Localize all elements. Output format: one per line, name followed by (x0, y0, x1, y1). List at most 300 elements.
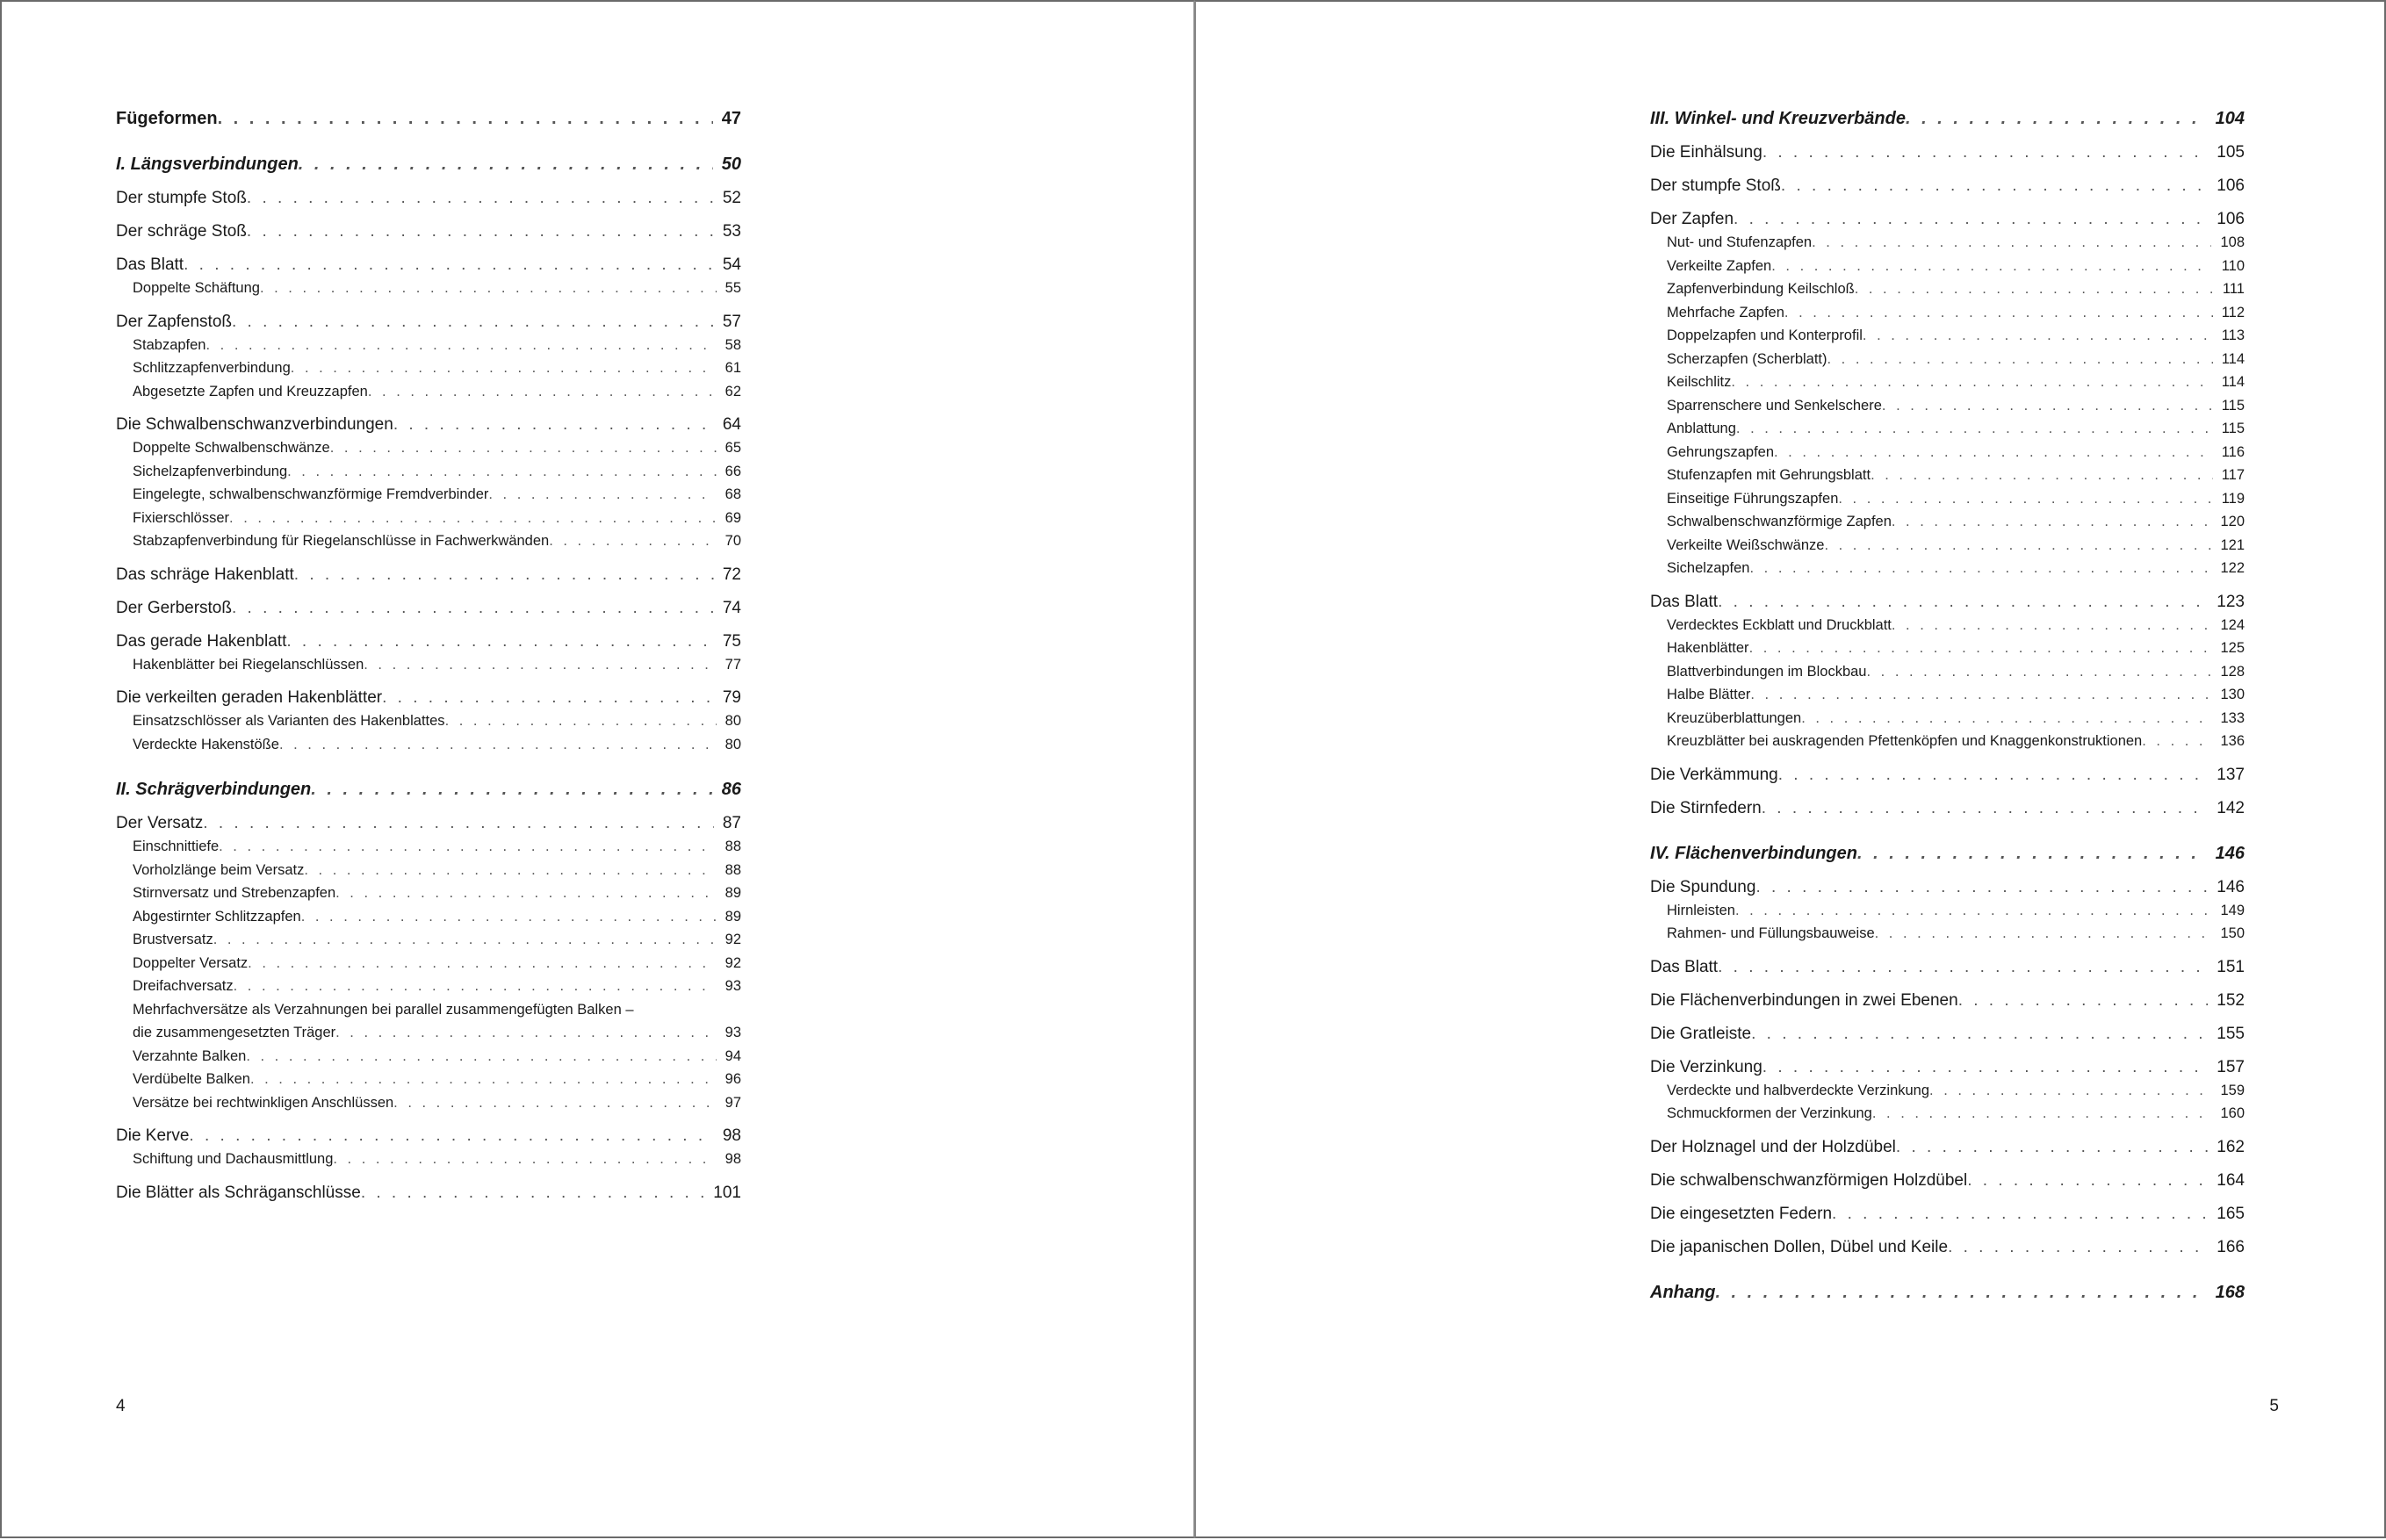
toc-entry (1650, 841, 2245, 866)
toc-entry (116, 1045, 741, 1069)
toc-entry-title: Versätze bei rechtwinkligen Anschlüssen (133, 1094, 394, 1111)
toc-entry-page: 152 (2217, 990, 2245, 1010)
toc-entry-page: 128 (2220, 663, 2245, 680)
dot-leader (1871, 464, 2213, 487)
toc-entry-page: 74 (722, 598, 741, 617)
toc-entry-title: Die verkeilten geraden Hakenblätter (116, 688, 383, 707)
toc-entry-page: 155 (2217, 1024, 2245, 1043)
toc-entry (116, 777, 741, 802)
toc-entry-title: Die Kerve (116, 1126, 190, 1145)
toc-entry-title: Kreuzüberblattungen (1667, 709, 1802, 726)
toc-entry (1650, 277, 2245, 301)
toc-entry-title: III. Winkel- und Kreuzverbände (1650, 109, 1906, 128)
toc-entry-title: Hirnleisten (1667, 902, 1735, 918)
toc-entry-page: 146 (2215, 843, 2245, 863)
dot-leader (213, 928, 717, 952)
dot-leader (184, 254, 714, 277)
dot-leader (549, 529, 716, 553)
toc-entry (1650, 231, 2245, 255)
dot-leader (1781, 175, 2208, 198)
dot-leader (1948, 1236, 2208, 1259)
toc-entry-title: Die Blätter als Schräganschlüsse (116, 1183, 361, 1202)
dot-leader (1906, 106, 2207, 131)
toc-entry (116, 1148, 741, 1171)
toc-entry-page: 133 (2220, 709, 2245, 726)
toc-entry-page: 157 (2217, 1057, 2245, 1076)
toc-entry-page: 96 (724, 1071, 741, 1087)
dot-leader (1824, 534, 2211, 558)
toc-entry (1650, 764, 2245, 787)
dot-leader (361, 1182, 704, 1205)
toc-entry (1650, 175, 2245, 198)
toc-entry-page: 57 (722, 312, 741, 331)
dot-leader (234, 975, 717, 998)
dot-leader (248, 952, 716, 975)
page-number-left: 4 (116, 1397, 126, 1415)
toc-entry-title: Einseitige Führungszapfen (1667, 490, 1839, 507)
table-of-contents-left (116, 106, 741, 1205)
dot-leader (1967, 1169, 2208, 1192)
toc-entry (1650, 707, 2245, 730)
dot-leader (1771, 255, 2212, 278)
dot-leader (1715, 1280, 2206, 1305)
toc-entry-page: 80 (724, 736, 741, 752)
toc-entry-page: 119 (2221, 490, 2245, 507)
toc-entry (1650, 956, 2245, 979)
toc-entry-page: 89 (724, 885, 741, 901)
toc-entry-page: 54 (722, 255, 741, 274)
toc-entry (116, 1125, 741, 1148)
toc-entry (116, 709, 741, 733)
toc-entry-title: Der stumpfe Stoß (1650, 176, 1781, 195)
toc-entry (1650, 922, 2245, 946)
dot-leader (333, 1148, 716, 1171)
toc-entry-page: 66 (724, 463, 741, 479)
toc-entry-page: 50 (721, 155, 741, 174)
toc-entry (116, 356, 741, 380)
toc-entry (1650, 1203, 2245, 1226)
dot-leader (1731, 371, 2212, 394)
toc-entry-title: Der Gerberstoß (116, 598, 232, 617)
toc-entry-title: Die Stirnfedern (1650, 798, 1762, 817)
dot-leader (250, 1068, 717, 1091)
toc-entry-title: Das gerade Hakenblatt (116, 631, 287, 651)
dot-leader (2142, 730, 2211, 753)
toc-entry (1650, 441, 2245, 464)
toc-entry-title: II. Schrägverbindungen (116, 780, 312, 799)
toc-entry (116, 507, 741, 530)
toc-entry-page: 65 (724, 440, 741, 456)
toc-entry-page: 104 (2215, 109, 2245, 128)
toc-entry-page: 58 (724, 336, 741, 353)
dot-leader (382, 687, 714, 709)
toc-entry (1650, 797, 2245, 820)
toc-entry (116, 975, 741, 998)
toc-entry-title: Die Flächenverbindungen in zwei Ebenen (1650, 990, 1958, 1010)
toc-entry-page: 117 (2221, 467, 2245, 483)
toc-entry-page: 123 (2217, 592, 2245, 611)
toc-entry-page: 64 (722, 415, 741, 434)
toc-entry (116, 380, 741, 404)
toc-entry (1650, 534, 2245, 558)
dot-leader (311, 777, 712, 802)
dot-leader (1855, 277, 2214, 301)
toc-entry (1650, 464, 2245, 487)
toc-entry-title: Der Zapfenstoß (116, 312, 232, 331)
toc-entry-page: 125 (2220, 640, 2245, 656)
dot-leader (1838, 487, 2212, 511)
dot-leader (218, 106, 713, 131)
toc-entry-page: 111 (2222, 281, 2245, 297)
toc-entry-page: 122 (2220, 560, 2245, 576)
dot-leader (1801, 707, 2211, 730)
toc-entry-title: Die Verkämmung (1650, 765, 1778, 784)
toc-entry (1650, 1102, 2245, 1126)
dot-leader (1755, 876, 2208, 899)
page-number-right: 5 (2269, 1397, 2279, 1415)
toc-entry-title: Doppelte Schwalbenschwänze (133, 440, 330, 456)
toc-entry-title: Abgestirnter Schlitzzapfen (133, 908, 301, 925)
toc-entry-page: 146 (2217, 877, 2245, 896)
toc-entry-title: Vorholzlänge beim Versatz (133, 861, 305, 878)
toc-entry-page: 70 (724, 533, 741, 549)
toc-entry (116, 998, 741, 1022)
toc-entry-title: Abgesetzte Zapfen und Kreuzzapfen (133, 383, 368, 399)
toc-entry-page: 98 (722, 1126, 741, 1145)
toc-entry (1650, 1280, 2245, 1305)
right-page (1194, 0, 2386, 1538)
toc-entry (116, 529, 741, 553)
toc-entry-title: Kreuzblätter bei auskragenden Pfettenköpfen und Knaggenkonstruktionen (1667, 733, 2143, 749)
toc-entry-page: 113 (2221, 327, 2245, 343)
toc-entry (1650, 417, 2245, 441)
toc-entry-title: Doppelzapfen und Konterprofil (1667, 327, 1863, 343)
dot-leader (1882, 394, 2213, 418)
toc-entry-title: Verkeilte Zapfen (1667, 257, 1772, 274)
toc-entry-page: 108 (2220, 234, 2245, 250)
dot-leader (393, 414, 714, 436)
toc-entry-page: 168 (2215, 1282, 2245, 1302)
toc-entry (1650, 1236, 2245, 1259)
toc-entry-page: 98 (724, 1151, 741, 1167)
toc-entry-title: Doppelte Schäftung (133, 280, 260, 296)
toc-entry-title: Stufenzapfen mit Gehrungsblatt (1667, 467, 1871, 483)
dot-leader (229, 507, 717, 530)
dot-leader (279, 733, 717, 757)
dot-leader (1718, 591, 2208, 614)
toc-entry (1650, 683, 2245, 707)
toc-entry-title: Hakenblätter (1667, 640, 1749, 656)
toc-entry (116, 928, 741, 952)
toc-entry (1650, 730, 2245, 753)
toc-entry-title: Gehrungszapfen (1667, 443, 1775, 460)
toc-entry-title: Der Zapfen (1650, 210, 1734, 228)
toc-entry (1650, 876, 2245, 899)
toc-entry (1650, 614, 2245, 637)
toc-entry-page: 114 (2221, 350, 2245, 367)
toc-entry (116, 334, 741, 357)
dot-leader (1929, 1079, 2211, 1103)
dot-leader (1875, 922, 2212, 946)
toc-entry-page: 137 (2217, 765, 2245, 784)
dot-leader (1736, 417, 2213, 441)
toc-entry (116, 630, 741, 653)
dot-leader (232, 311, 714, 334)
toc-entry-title: Die schwalbenschwanzförmigen Holzdübel (1650, 1170, 1968, 1190)
toc-entry-page: 75 (722, 631, 741, 651)
dot-leader (304, 859, 716, 882)
toc-entry-title: Nut- und Stufenzapfen (1667, 234, 1813, 250)
toc-entry (116, 220, 741, 243)
toc-entry-title: Der stumpfe Stoß (116, 189, 247, 207)
dot-leader (1762, 1056, 2209, 1079)
toc-entry-page: 159 (2220, 1082, 2245, 1098)
toc-entry (1650, 348, 2245, 371)
dot-leader (1872, 1102, 2212, 1126)
toc-entry-page: 120 (2220, 514, 2245, 529)
toc-entry-page: 162 (2217, 1137, 2245, 1156)
dot-leader (299, 152, 713, 176)
dot-leader (1751, 1023, 2208, 1046)
toc-entry-page: 87 (722, 814, 741, 832)
toc-entry (116, 859, 741, 882)
dot-leader (232, 597, 714, 620)
toc-entry-title: I. Längsverbindungen (116, 155, 299, 174)
toc-entry (116, 905, 741, 929)
dot-leader (1762, 141, 2208, 164)
dot-leader (335, 1021, 717, 1045)
toc-entry-title: die zusammengesetzten Träger (133, 1025, 336, 1040)
toc-entry (116, 597, 741, 620)
dot-leader (286, 630, 714, 653)
left-page (0, 0, 1194, 1538)
toc-entry (1650, 1169, 2245, 1192)
toc-entry-title: Einschnittiefe (133, 838, 220, 854)
toc-entry-title: Hakenblätter bei Riegelanschlüssen (133, 656, 364, 673)
toc-entry-page: 116 (2221, 443, 2245, 460)
dot-leader (246, 1045, 716, 1069)
toc-entry-page: 55 (724, 280, 741, 296)
toc-entry (1650, 510, 2245, 534)
toc-entry-page: 72 (722, 565, 741, 584)
dot-leader (203, 812, 714, 835)
toc-entry-page: 93 (724, 1025, 741, 1040)
toc-entry (1650, 660, 2245, 684)
toc-entry-page: 89 (724, 908, 741, 925)
toc-entry-title: Stabzapfenverbindung für Riegelanschlüsse in Fachwerkwänden (133, 533, 550, 549)
toc-entry-title: Scherzapfen (Scherblatt) (1667, 350, 1827, 367)
toc-entry-title: Fügeformen (116, 109, 218, 128)
toc-entry (1650, 371, 2245, 394)
toc-entry-title: Verdeckte und halbverdeckte Verzinkung (1667, 1082, 1930, 1098)
dot-leader (393, 1091, 716, 1115)
toc-entry-page: 97 (724, 1094, 741, 1111)
dot-leader (1762, 797, 2209, 820)
toc-entry-title: Sichelzapfenverbindung (133, 463, 288, 479)
toc-entry (116, 564, 741, 586)
toc-entry (116, 952, 741, 975)
dot-leader (247, 187, 714, 210)
toc-entry (1650, 989, 2245, 1012)
dot-leader (1892, 510, 2212, 534)
toc-entry-title: Fixierschlösser (133, 509, 230, 526)
dot-leader (330, 436, 717, 460)
dot-leader (1863, 324, 2213, 348)
toc-entry-page: 106 (2217, 176, 2245, 195)
toc-entry-page: 136 (2220, 733, 2245, 749)
toc-entry (1650, 487, 2245, 511)
toc-entry-page: 112 (2221, 304, 2245, 320)
toc-entry-title: Der schräge Stoß (116, 222, 247, 241)
toc-entry (116, 436, 741, 460)
toc-entry-title: Verzahnte Balken (133, 1047, 247, 1064)
toc-entry-title: Anhang (1650, 1282, 1716, 1302)
toc-entry-page: 88 (724, 861, 741, 878)
toc-entry-title: Die Verzinkung (1650, 1057, 1762, 1076)
toc-entry-title: Die Einhälsung (1650, 143, 1762, 162)
dot-leader (1749, 637, 2212, 660)
toc-entry-title: Schmuckformen der Verzinkung (1667, 1105, 1872, 1121)
toc-entry-title: Zapfenverbindung Keilschloß (1667, 281, 1855, 297)
toc-entry-title: Eingelegte, schwalbenschwanzförmige Fremdverbinder (133, 486, 489, 502)
dot-leader (247, 220, 714, 243)
toc-entry-title: Die eingesetzten Federn (1650, 1204, 1833, 1223)
dot-leader (445, 709, 717, 733)
dot-leader (260, 277, 717, 300)
dot-leader (1734, 208, 2208, 231)
toc-entry-page: 92 (724, 954, 741, 971)
toc-entry-title: Dreifachversatz (133, 978, 234, 994)
toc-entry-page: 88 (724, 838, 741, 854)
toc-entry (1650, 1079, 2245, 1103)
toc-entry (116, 882, 741, 905)
toc-entry (116, 812, 741, 835)
toc-entry-page: 62 (724, 383, 741, 399)
toc-entry (116, 687, 741, 709)
toc-entry-page: 52 (722, 189, 741, 207)
dot-leader (1866, 660, 2211, 684)
toc-entry-page: 142 (2217, 798, 2245, 817)
dot-leader (291, 356, 717, 380)
toc-entry-title: Der Versatz (116, 814, 204, 832)
toc-entry (116, 1021, 741, 1045)
toc-entry-title: Verkeilte Weißschwänze (1667, 536, 1825, 553)
toc-entry-title: Keilschlitz (1667, 374, 1732, 390)
toc-entry-page: 151 (2217, 957, 2245, 976)
toc-entry (1650, 208, 2245, 231)
toc-entry (1650, 301, 2245, 325)
dot-leader (1827, 348, 2213, 371)
toc-entry-page: 93 (724, 978, 741, 994)
toc-entry-title: Brustversatz (133, 932, 213, 947)
toc-entry (1650, 255, 2245, 278)
dot-leader (219, 835, 717, 859)
toc-entry-title: Schiftung und Dachausmittlung (133, 1151, 334, 1167)
toc-entry-page: 61 (724, 360, 741, 376)
toc-entry-page: 114 (2221, 374, 2245, 390)
toc-entry-page: 47 (721, 109, 741, 128)
toc-entry-page: 160 (2220, 1105, 2245, 1121)
toc-entry-title: Sparrenschere und Senkelschere (1667, 397, 1882, 414)
toc-entry (116, 483, 741, 507)
toc-entry-title: Sichelzapfen (1667, 560, 1750, 576)
toc-entry-page: 130 (2220, 687, 2245, 702)
dot-leader (335, 882, 717, 905)
toc-entry-title: Doppelter Versatz (133, 954, 249, 971)
dot-leader (1857, 841, 2207, 866)
dot-leader (488, 483, 716, 507)
toc-entry-page: 106 (2217, 210, 2245, 228)
toc-entry-page: 92 (724, 932, 741, 947)
toc-entry-page: 53 (722, 222, 741, 241)
toc-entry-page: 77 (724, 656, 741, 673)
toc-entry-title: Stirnversatz und Strebenzapfen (133, 885, 336, 901)
dot-leader (1774, 441, 2213, 464)
dot-leader (1958, 989, 2209, 1012)
toc-entry-page: 105 (2217, 143, 2245, 162)
dot-leader (1749, 557, 2211, 580)
toc-entry-page: 101 (713, 1183, 741, 1202)
toc-entry (116, 835, 741, 859)
toc-entry (1650, 591, 2245, 614)
toc-entry-title: Das Blatt (116, 255, 184, 274)
toc-entry-title: Die japanischen Dollen, Dübel und Keile (1650, 1237, 1949, 1256)
toc-entry (116, 1091, 741, 1115)
toc-entry (116, 653, 741, 677)
toc-entry (116, 277, 741, 300)
toc-entry-page: 79 (722, 688, 741, 707)
toc-entry (1650, 1023, 2245, 1046)
dot-leader (364, 653, 716, 677)
dot-leader (1778, 764, 2209, 787)
toc-entry (1650, 324, 2245, 348)
toc-entry-title: Mehrfachversätze als Verzahnungen bei parallel zusammengefügten Balken – (133, 1001, 634, 1018)
toc-entry (1650, 557, 2245, 580)
dot-leader (1718, 956, 2208, 979)
toc-entry-title: Die Spundung (1650, 877, 1756, 896)
toc-entry-title: Stabzapfen (133, 336, 206, 353)
toc-entry-page: 149 (2220, 902, 2245, 918)
toc-entry-page: 124 (2220, 616, 2245, 633)
toc-entry-title: Das Blatt (1650, 592, 1719, 611)
toc-entry-title: Verdübelte Balken (133, 1071, 250, 1087)
toc-entry-page: 164 (2217, 1170, 2245, 1190)
dot-leader (189, 1125, 713, 1148)
toc-entry-page: 80 (724, 713, 741, 729)
dot-leader (294, 564, 714, 586)
table-of-contents-right (1650, 106, 2245, 1315)
toc-entry (1650, 141, 2245, 164)
toc-entry-title: Verdeckte Hakenstöße (133, 736, 279, 752)
toc-entry-page: 115 (2221, 397, 2245, 414)
toc-entry-page: 68 (724, 486, 741, 502)
toc-entry-title: Der Holznagel und der Holzdübel (1650, 1137, 1896, 1156)
toc-entry (116, 460, 741, 484)
toc-entry (1650, 394, 2245, 418)
dot-leader (1812, 231, 2211, 255)
toc-entry (116, 733, 741, 757)
dot-leader (1832, 1203, 2208, 1226)
dot-leader (1784, 301, 2213, 325)
dot-leader (368, 380, 717, 404)
dot-leader (1896, 1136, 2208, 1159)
dot-leader (1735, 899, 2212, 923)
toc-entry-page: 166 (2217, 1237, 2245, 1256)
toc-entry-title: Die Schwalbenschwanzverbindungen (116, 415, 393, 434)
toc-entry-page: 110 (2221, 257, 2245, 274)
toc-entry-page: 121 (2220, 536, 2245, 553)
toc-entry-page: 150 (2220, 925, 2245, 941)
